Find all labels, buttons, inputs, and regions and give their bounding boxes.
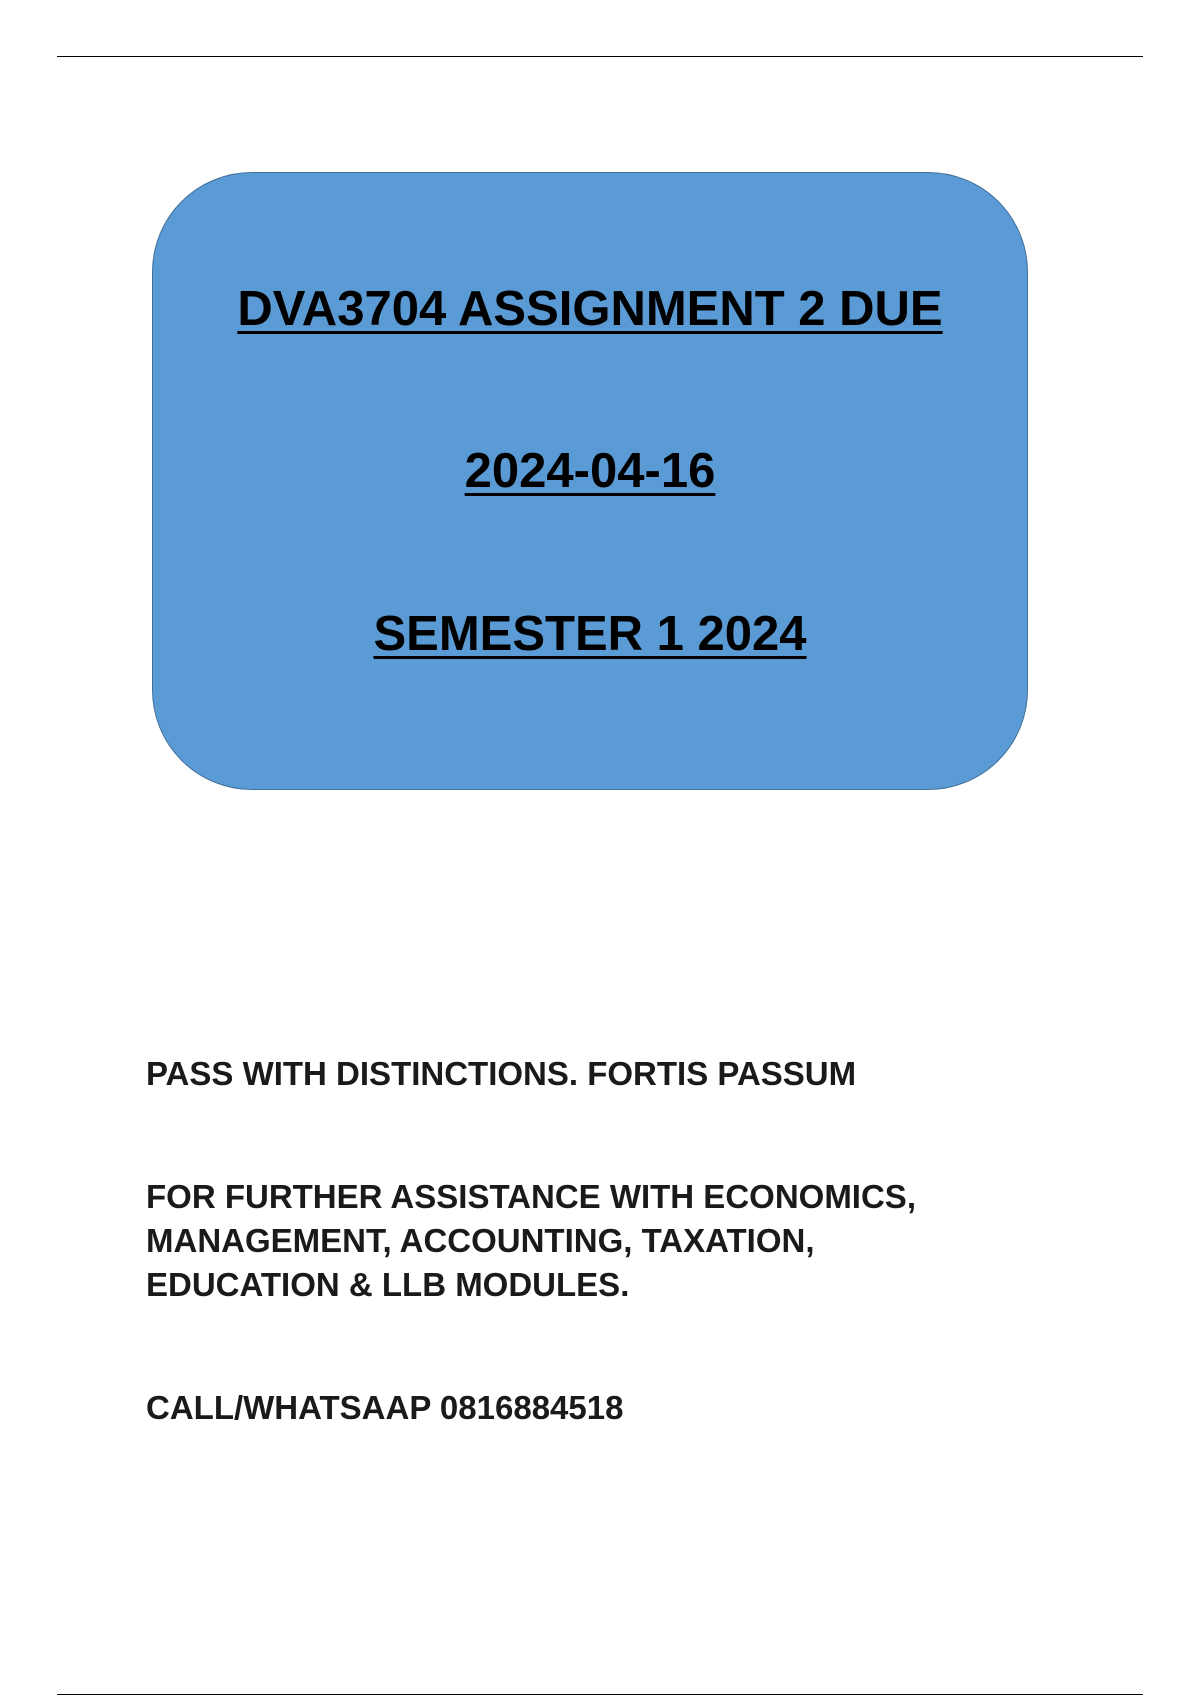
title-box bbox=[152, 172, 1028, 790]
bottom-rule bbox=[57, 1694, 1143, 1695]
assistance-line: MANAGEMENT, ACCOUNTING, TAXATION, bbox=[146, 1222, 815, 1259]
assistance-line: FOR FURTHER ASSISTANCE WITH ECONOMICS, bbox=[146, 1178, 916, 1215]
tagline: PASS WITH DISTINCTIONS. FORTIS PASSUM bbox=[146, 1055, 857, 1092]
assistance-text bbox=[146, 1175, 1086, 1307]
top-rule bbox=[57, 56, 1143, 57]
due-date: 2024-04-16 bbox=[464, 444, 716, 498]
assignment-title: DVA3704 ASSIGNMENT 2 DUE bbox=[237, 282, 943, 336]
assistance-line: EDUCATION & LLB MODULES. bbox=[146, 1266, 630, 1303]
semester: SEMESTER 1 2024 bbox=[373, 607, 807, 661]
contact-line: CALL/WHATSAAP 0816884518 bbox=[146, 1389, 624, 1426]
